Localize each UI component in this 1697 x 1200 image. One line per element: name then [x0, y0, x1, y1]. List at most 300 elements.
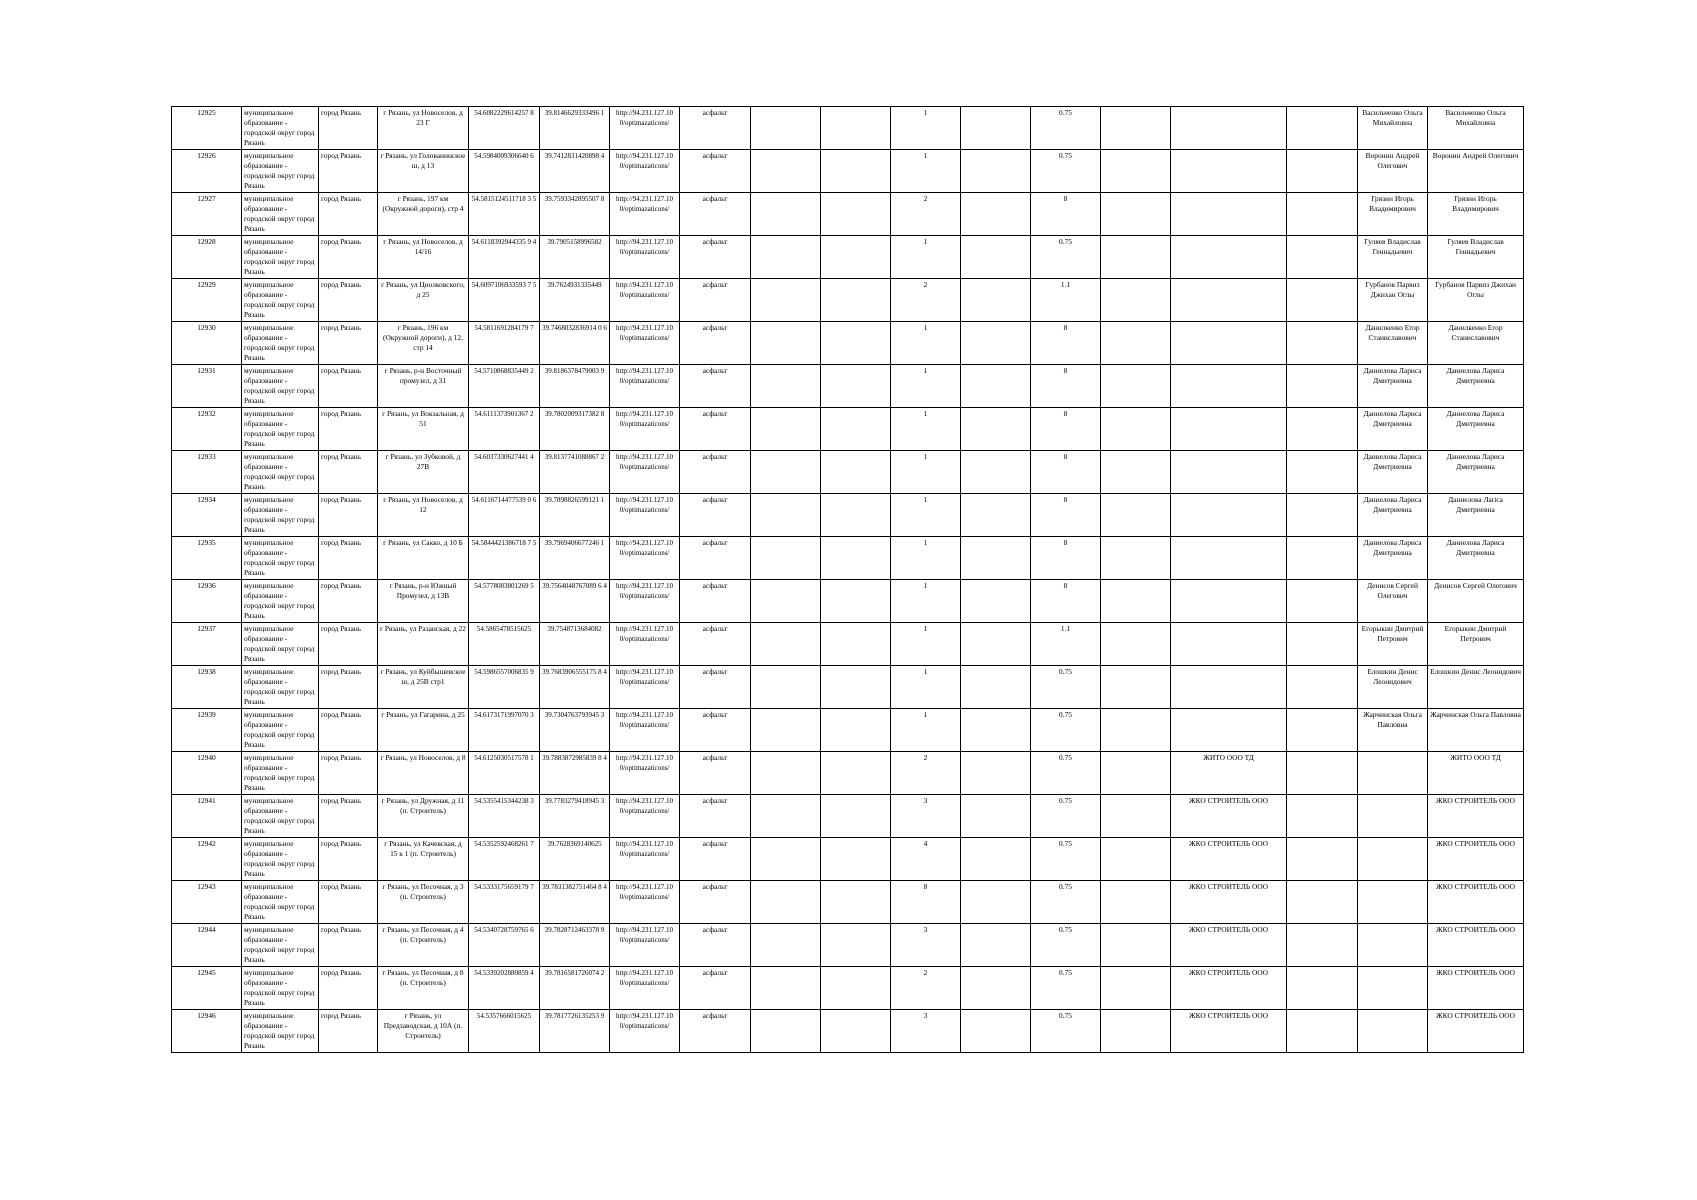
cell-owner: Гуляев Владислав Геннадьевич [1358, 236, 1428, 279]
cell-empty [961, 322, 1031, 365]
cell-empty [821, 1010, 891, 1053]
table-row [172, 580, 1524, 623]
cell-source: Грязин Игорь Владимирович [1428, 193, 1524, 236]
cell-organization [1171, 408, 1287, 451]
cell-surface: асфальт [680, 666, 751, 709]
cell-empty [751, 881, 821, 924]
cell-address: г Рязань, ул Предзаводская, д 10А (п. Строитель) [378, 1010, 469, 1053]
cell-id: 12927 [172, 193, 242, 236]
cell-url: http://94.231.127.10 0/optimazaticons/ [610, 1010, 680, 1053]
cell-municipality: муниципальное образование - городской округ город Рязань [242, 193, 319, 236]
cell-containers: 1 [891, 322, 961, 365]
cell-address: г Рязань, 197 км (Окружной дороги), стр 4 [378, 193, 469, 236]
cell-lat: 54.5352592468261 7 [469, 838, 540, 881]
cell-empty [751, 365, 821, 408]
cell-empty [1287, 709, 1358, 752]
cell-empty [961, 666, 1031, 709]
cell-organization [1171, 494, 1287, 537]
cell-owner: Воронин Андрей Олегович [1358, 150, 1428, 193]
cell-containers: 1 [891, 236, 961, 279]
cell-volume: 1.1 [1031, 623, 1101, 666]
cell-address: г Рязань, ул Голованинское ш, д 13 [378, 150, 469, 193]
cell-empty [1287, 150, 1358, 193]
cell-containers: 1 [891, 623, 961, 666]
cell-municipality: муниципальное образование - городской округ город Рязань [242, 1010, 319, 1053]
cell-address: г Рязань, ул Качевская, д 15 к 1 (п. Строитель) [378, 838, 469, 881]
cell-city: город Рязань [319, 881, 378, 924]
cell-url: http://94.231.127.10 0/optimazaticons/ [610, 580, 680, 623]
cell-lon: 39.7817726135253 9 [540, 1010, 610, 1053]
cell-address: г Рязань, ул Зубковой, д 27В [378, 451, 469, 494]
cell-empty [751, 107, 821, 150]
cell-empty [1287, 193, 1358, 236]
cell-empty [1287, 537, 1358, 580]
cell-id: 12934 [172, 494, 242, 537]
cell-id: 12925 [172, 107, 242, 150]
cell-lat: 54.6118392944335 9 4 [469, 236, 540, 279]
cell-volume: 8 [1031, 494, 1101, 537]
cell-lat: 54.6097106933593 7 5 [469, 279, 540, 322]
cell-address: г Рязань, ул Новоселов, д 14/16 [378, 236, 469, 279]
cell-lat: 54.6082229614257 8 [469, 107, 540, 150]
table-row [172, 537, 1524, 580]
cell-lon: 39.7883872985839 8 4 [540, 752, 610, 795]
table-row [172, 150, 1524, 193]
cell-volume: 0.75 [1031, 236, 1101, 279]
cell-empty [961, 881, 1031, 924]
cell-organization: ЖКО СТРОИТЕЛЬ ООО [1171, 838, 1287, 881]
cell-empty [821, 408, 891, 451]
cell-city: город Рязань [319, 752, 378, 795]
cell-empty [751, 193, 821, 236]
cell-id: 12946 [172, 1010, 242, 1053]
cell-empty [1287, 924, 1358, 967]
cell-organization: ЖКО СТРОИТЕЛЬ ООО [1171, 795, 1287, 838]
cell-empty [1101, 580, 1171, 623]
cell-empty [1101, 666, 1171, 709]
cell-owner [1358, 924, 1428, 967]
cell-containers: 1 [891, 365, 961, 408]
cell-organization: ЖКО СТРОИТЕЛЬ ООО [1171, 881, 1287, 924]
cell-organization [1171, 537, 1287, 580]
cell-surface: асфальт [680, 537, 751, 580]
cell-id: 12935 [172, 537, 242, 580]
cell-lat: 54.5355415344238 3 [469, 795, 540, 838]
cell-containers: 1 [891, 150, 961, 193]
cell-empty [821, 795, 891, 838]
cell-municipality: муниципальное образование - городской округ город Рязань [242, 451, 319, 494]
cell-lon: 39.8137741088867 2 [540, 451, 610, 494]
cell-id: 12940 [172, 752, 242, 795]
cell-volume: 0.75 [1031, 752, 1101, 795]
cell-surface: асфальт [680, 623, 751, 666]
table-row [172, 838, 1524, 881]
cell-empty [1101, 795, 1171, 838]
cell-volume: 0.75 [1031, 795, 1101, 838]
cell-empty [1287, 752, 1358, 795]
cell-containers: 3 [891, 795, 961, 838]
cell-url: http://94.231.127.10 0/optimazaticons/ [610, 322, 680, 365]
cell-empty [1287, 236, 1358, 279]
cell-id: 12930 [172, 322, 242, 365]
table-row [172, 193, 1524, 236]
cell-id: 12945 [172, 967, 242, 1010]
cell-empty [1287, 580, 1358, 623]
cell-address: г Рязань, ул Циолковского, д 25 [378, 279, 469, 322]
table-row [172, 408, 1524, 451]
table-row [172, 967, 1524, 1010]
cell-url: http://94.231.127.10 0/optimazaticons/ [610, 193, 680, 236]
cell-empty [1287, 494, 1358, 537]
cell-empty [751, 924, 821, 967]
cell-volume: 0.75 [1031, 709, 1101, 752]
cell-organization [1171, 451, 1287, 494]
cell-containers: 1 [891, 494, 961, 537]
cell-empty [1287, 451, 1358, 494]
cell-empty [961, 279, 1031, 322]
cell-organization: ЖКО СТРОИТЕЛЬ ООО [1171, 967, 1287, 1010]
cell-empty [821, 537, 891, 580]
cell-lon: 39.7905158996582 [540, 236, 610, 279]
cell-surface: асфальт [680, 408, 751, 451]
cell-lat: 54.5811691284179 7 [469, 322, 540, 365]
cell-empty [821, 150, 891, 193]
cell-city: город Рязань [319, 150, 378, 193]
cell-organization [1171, 107, 1287, 150]
table-row [172, 709, 1524, 752]
cell-municipality: муниципальное образование - городской округ город Рязань [242, 236, 319, 279]
cell-empty [961, 623, 1031, 666]
cell-address: г Рязань, ул Песочная, д 3 (п. Строитель) [378, 881, 469, 924]
cell-city: город Рязань [319, 494, 378, 537]
cell-url: http://94.231.127.10 0/optimazaticons/ [610, 451, 680, 494]
cell-source: ЖКО СТРОИТЕЛЬ ООО [1428, 1010, 1524, 1053]
cell-lon: 39.7624931335449 [540, 279, 610, 322]
cell-source: Денисов Сергей Олегович [1428, 580, 1524, 623]
cell-lon: 39.7548713684082 [540, 623, 610, 666]
cell-municipality: муниципальное образование - городской округ город Рязань [242, 279, 319, 322]
cell-owner: Даниелова Лариса Дмитриевна [1358, 451, 1428, 494]
cell-empty [1101, 623, 1171, 666]
cell-empty [1287, 881, 1358, 924]
cell-lon: 39.7593342895507 8 [540, 193, 610, 236]
cell-city: город Рязань [319, 107, 378, 150]
cell-surface: асфальт [680, 752, 751, 795]
cell-municipality: муниципальное образование - городской округ город Рязань [242, 580, 319, 623]
cell-empty [1101, 193, 1171, 236]
cell-owner: Васильченко Ольга Михайловна [1358, 107, 1428, 150]
cell-volume: 0.75 [1031, 881, 1101, 924]
cell-surface: асфальт [680, 107, 751, 150]
cell-lat: 54.5778083801269 5 [469, 580, 540, 623]
cell-owner [1358, 795, 1428, 838]
cell-lon: 39.7783279418945 3 [540, 795, 610, 838]
cell-empty [1287, 107, 1358, 150]
cell-empty [751, 408, 821, 451]
cell-organization: ЖКО СТРОИТЕЛЬ ООО [1171, 924, 1287, 967]
cell-empty [1287, 1010, 1358, 1053]
cell-lon: 39.7304763793945 3 [540, 709, 610, 752]
cell-source: ЖКО СТРОИТЕЛЬ ООО [1428, 838, 1524, 881]
cell-municipality: муниципальное образование - городской округ город Рязань [242, 666, 319, 709]
cell-empty [1101, 365, 1171, 408]
cell-empty [961, 1010, 1031, 1053]
cell-surface: асфальт [680, 967, 751, 1010]
cell-empty [751, 537, 821, 580]
cell-address: г Рязань, р-н Южный Промузел, д 13В [378, 580, 469, 623]
cell-empty [821, 709, 891, 752]
cell-id: 12941 [172, 795, 242, 838]
cell-empty [961, 537, 1031, 580]
cell-empty [751, 838, 821, 881]
cell-address: г Рязань, 196 км (Окружной дороги), д 12, стр 14 [378, 322, 469, 365]
cell-owner: Грязин Игорь Владимирович [1358, 193, 1428, 236]
cell-volume: 0.75 [1031, 1010, 1101, 1053]
cell-lat: 54.5844421386718 7 5 [469, 537, 540, 580]
cell-lat: 54.5357666015625 [469, 1010, 540, 1053]
cell-owner [1358, 967, 1428, 1010]
cell-containers: 4 [891, 838, 961, 881]
cell-empty [821, 322, 891, 365]
cell-empty [821, 752, 891, 795]
cell-id: 12944 [172, 924, 242, 967]
cell-lon: 39.7628369140625 [540, 838, 610, 881]
cell-empty [1101, 236, 1171, 279]
cell-municipality: муниципальное образование - городской округ город Рязань [242, 494, 319, 537]
cell-url: http://94.231.127.10 0/optimazaticons/ [610, 365, 680, 408]
cell-empty [1287, 967, 1358, 1010]
cell-empty [1287, 322, 1358, 365]
cell-city: город Рязань [319, 924, 378, 967]
cell-source: Данилкенко Егор Станиславович [1428, 322, 1524, 365]
cell-url: http://94.231.127.10 0/optimazaticons/ [610, 752, 680, 795]
cell-surface: асфальт [680, 881, 751, 924]
cell-municipality: муниципальное образование - городской округ город Рязань [242, 967, 319, 1010]
cell-surface: асфальт [680, 150, 751, 193]
cell-lon: 39.7468032836914 0 6 [540, 322, 610, 365]
table-row [172, 365, 1524, 408]
cell-address: г Рязань, ул Вокзальная, д 51 [378, 408, 469, 451]
cell-owner [1358, 881, 1428, 924]
cell-lat: 54.5815124511718 3 5 [469, 193, 540, 236]
cell-url: http://94.231.127.10 0/optimazaticons/ [610, 494, 680, 537]
cell-city: город Рязань [319, 236, 378, 279]
cell-surface: асфальт [680, 365, 751, 408]
cell-empty [821, 967, 891, 1010]
cell-lon: 39.7969406677246 1 [540, 537, 610, 580]
cell-city: город Рязань [319, 365, 378, 408]
cell-organization: ЖКО СТРОИТЕЛЬ ООО [1171, 1010, 1287, 1053]
cell-surface: асфальт [680, 580, 751, 623]
cell-empty [961, 451, 1031, 494]
cell-url: http://94.231.127.10 0/optimazaticons/ [610, 967, 680, 1010]
cell-id: 12938 [172, 666, 242, 709]
cell-source: Даниелова Лариса Дмитриевна [1428, 408, 1524, 451]
cell-owner [1358, 752, 1428, 795]
cell-lat: 54.6125030517578 1 [469, 752, 540, 795]
cell-owner: Даниелова Лариса Дмитриевна [1358, 365, 1428, 408]
cell-empty [1101, 924, 1171, 967]
cell-empty [751, 666, 821, 709]
cell-empty [751, 709, 821, 752]
cell-containers: 2 [891, 193, 961, 236]
cell-surface: асфальт [680, 451, 751, 494]
cell-volume: 0.75 [1031, 967, 1101, 1010]
cell-address: г Рязань, ул Новоселов, д 23 Г [378, 107, 469, 150]
cell-owner: Гурбанов Парвиз Джихан Оглы [1358, 279, 1428, 322]
cell-lon: 39.7831382751464 8 4 [540, 881, 610, 924]
cell-municipality: муниципальное образование - городской округ город Рязань [242, 623, 319, 666]
cell-source: Даниелова Лариса Дмитриевна [1428, 365, 1524, 408]
cell-empty [1101, 107, 1171, 150]
cell-city: город Рязань [319, 709, 378, 752]
cell-empty [751, 967, 821, 1010]
cell-empty [1287, 623, 1358, 666]
cell-containers: 1 [891, 666, 961, 709]
cell-lon: 39.8186378479003 9 [540, 365, 610, 408]
cell-source: Даниелова Лариса Дмитриевна [1428, 451, 1524, 494]
cell-municipality: муниципальное образование - городской округ город Рязань [242, 107, 319, 150]
cell-owner [1358, 1010, 1428, 1053]
cell-address: г Рязань, ул Песочная, д 8 (п. Строитель) [378, 967, 469, 1010]
cell-volume: 0.75 [1031, 666, 1101, 709]
cell-lon: 39.7816581726074 2 [540, 967, 610, 1010]
cell-source: Елошкин Денис Леонидович [1428, 666, 1524, 709]
cell-address: г Рязань, ул Сакко, д 10 Б [378, 537, 469, 580]
cell-address: г Рязань, ул Гагарина, д 25 [378, 709, 469, 752]
cell-empty [821, 107, 891, 150]
cell-volume: 8 [1031, 537, 1101, 580]
cell-id: 12933 [172, 451, 242, 494]
cell-address: г Рязань, ул Новоселов, д 8 [378, 752, 469, 795]
cell-empty [821, 193, 891, 236]
cell-empty [751, 451, 821, 494]
cell-municipality: муниципальное образование - городской округ город Рязань [242, 537, 319, 580]
cell-empty [1287, 666, 1358, 709]
cell-empty [751, 580, 821, 623]
cell-containers: 2 [891, 752, 961, 795]
cell-source: Гуляев Владислав Геннадьевич [1428, 236, 1524, 279]
cell-city: город Рязань [319, 795, 378, 838]
table-row [172, 623, 1524, 666]
cell-surface: асфальт [680, 494, 751, 537]
cell-owner: Даниелова Лариса Дмитриевна [1358, 537, 1428, 580]
cell-volume: 8 [1031, 580, 1101, 623]
cell-empty [1101, 838, 1171, 881]
table-row [172, 795, 1524, 838]
cell-source: Васильченко Ольга Михайловна [1428, 107, 1524, 150]
cell-municipality: муниципальное образование - городской округ город Рязань [242, 709, 319, 752]
cell-empty [821, 623, 891, 666]
cell-empty [1101, 537, 1171, 580]
cell-empty [1101, 1010, 1171, 1053]
cell-surface: асфальт [680, 193, 751, 236]
cell-city: город Рязань [319, 408, 378, 451]
cell-lon: 39.7412831420898 4 [540, 150, 610, 193]
cell-municipality: муниципальное образование - городской округ город Рязань [242, 881, 319, 924]
cell-organization: ЖИТО ООО ТД [1171, 752, 1287, 795]
cell-empty [961, 408, 1031, 451]
cell-id: 12928 [172, 236, 242, 279]
cell-empty [961, 107, 1031, 150]
cell-id: 12943 [172, 881, 242, 924]
cell-empty [1287, 838, 1358, 881]
cell-volume: 8 [1031, 451, 1101, 494]
cell-empty [1101, 967, 1171, 1010]
cell-lon: 39.7898826599121 1 [540, 494, 610, 537]
cell-lat: 54.6111373901367 2 [469, 408, 540, 451]
cell-organization [1171, 709, 1287, 752]
cell-owner: Денисов Сергей Олегович [1358, 580, 1428, 623]
cell-empty [961, 752, 1031, 795]
cell-volume: 8 [1031, 365, 1101, 408]
cell-url: http://94.231.127.10 0/optimazaticons/ [610, 107, 680, 150]
cell-empty [751, 795, 821, 838]
cell-empty [1287, 408, 1358, 451]
cell-empty [1287, 279, 1358, 322]
cell-containers: 1 [891, 537, 961, 580]
cell-lon: 39.7564048767089 6 4 [540, 580, 610, 623]
cell-organization [1171, 193, 1287, 236]
cell-lat: 54.5339202880859 4 [469, 967, 540, 1010]
cell-empty [1101, 322, 1171, 365]
cell-volume: 1.1 [1031, 279, 1101, 322]
cell-address: г Рязань, ул Песочная, д 4 (п. Строитель) [378, 924, 469, 967]
cell-lat: 54.5984009306640 6 [469, 150, 540, 193]
cell-empty [821, 365, 891, 408]
cell-empty [1101, 408, 1171, 451]
cell-containers: 3 [891, 924, 961, 967]
cell-city: город Рязань [319, 279, 378, 322]
cell-city: город Рязань [319, 838, 378, 881]
cell-surface: асфальт [680, 795, 751, 838]
cell-lat: 54.6173171997070 3 [469, 709, 540, 752]
table-row [172, 107, 1524, 150]
cell-empty [821, 451, 891, 494]
cell-surface: асфальт [680, 838, 751, 881]
table-row [172, 236, 1524, 279]
cell-url: http://94.231.127.10 0/optimazaticons/ [610, 408, 680, 451]
cell-empty [751, 752, 821, 795]
cell-empty [1101, 494, 1171, 537]
cell-address: г Рязань, ул Дружная, д 11 (п. Строитель) [378, 795, 469, 838]
cell-organization [1171, 322, 1287, 365]
cell-lat: 54.5865478515625 [469, 623, 540, 666]
cell-organization [1171, 623, 1287, 666]
cell-lon: 39.7802009317382 8 [540, 408, 610, 451]
cell-source: ЖКО СТРОИТЕЛЬ ООО [1428, 967, 1524, 1010]
cell-id: 12936 [172, 580, 242, 623]
cell-empty [751, 279, 821, 322]
cell-empty [821, 666, 891, 709]
cell-empty [751, 1010, 821, 1053]
cell-lon: 39.8146629333496 1 [540, 107, 610, 150]
table-row [172, 881, 1524, 924]
cell-owner: Даниелова Лариса Дмитриевна [1358, 408, 1428, 451]
cell-volume: 8 [1031, 408, 1101, 451]
cell-surface: асфальт [680, 279, 751, 322]
table-row [172, 279, 1524, 322]
cell-id: 12932 [172, 408, 242, 451]
cell-source: Гурбанов Парвиз Джихан Оглы [1428, 279, 1524, 322]
cell-url: http://94.231.127.10 0/optimazaticons/ [610, 795, 680, 838]
cell-surface: асфальт [680, 1010, 751, 1053]
cell-id: 12931 [172, 365, 242, 408]
cell-empty [961, 150, 1031, 193]
cell-containers: 1 [891, 408, 961, 451]
cell-source: Жарчинская Ольга Павловна [1428, 709, 1524, 752]
cell-url: http://94.231.127.10 0/optimazaticons/ [610, 236, 680, 279]
